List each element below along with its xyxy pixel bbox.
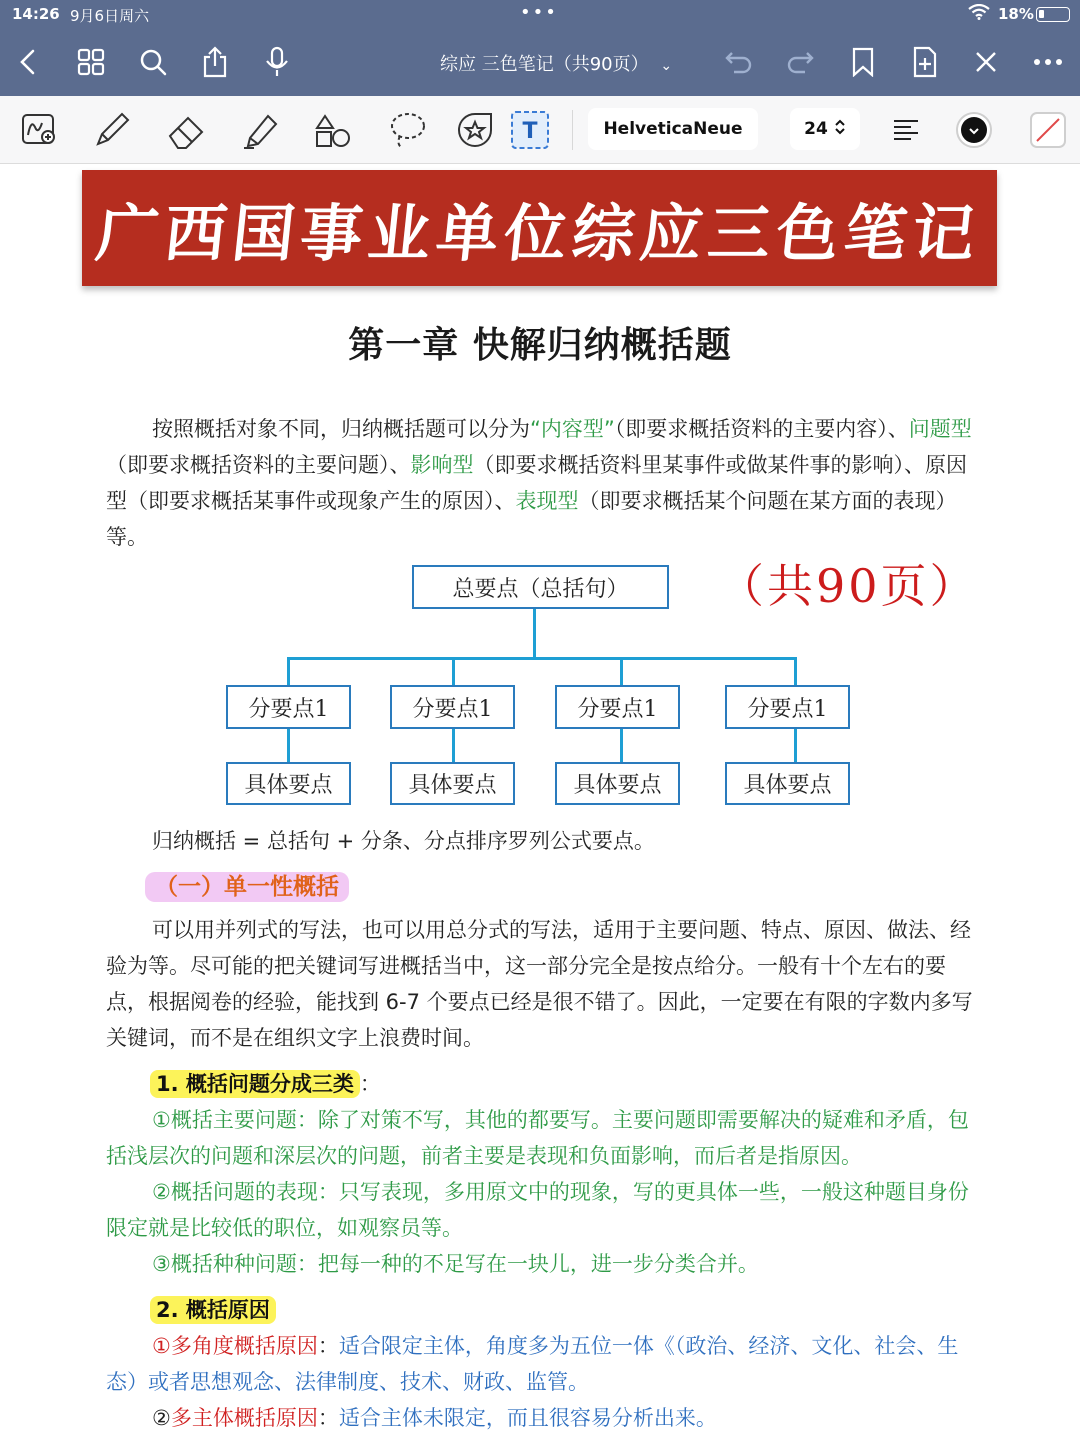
item2-point-b-number: ② <box>152 1406 171 1430</box>
item2-heading-text: 2. 概括原因 <box>150 1296 276 1324</box>
connector-line <box>620 657 623 685</box>
intro-text-5: （即要求概括某个问题在某方面的表现）等。 <box>106 489 957 549</box>
item1-heading <box>150 1066 550 1102</box>
formula-text: 归纳概括 = 总括句 + 分条、分点排序罗列公式要点。 <box>152 829 655 853</box>
font-size-stepper[interactable] <box>790 108 860 150</box>
undo-icon[interactable] <box>721 44 757 80</box>
item2-point-a-body: 适合限定主体，角度多为五位一体《（政治、经济、文化、社会、生态）或者思想观念、法律制度、技术、财政、监管。 <box>106 1334 959 1394</box>
item2-point-a-colon: ： <box>317 1334 339 1358</box>
intro-term-problem: 问题型 <box>908 417 972 441</box>
align-icon[interactable] <box>886 110 926 150</box>
intro-text-1: 按照概括对象不同，归纳概括题可以分为 <box>152 417 530 441</box>
sticker-icon[interactable] <box>455 110 495 150</box>
handwriting-icon[interactable] <box>20 110 60 150</box>
connector-line <box>620 728 623 762</box>
pen-icon[interactable] <box>92 110 132 150</box>
multitask-dots-icon[interactable]: ••• <box>520 2 558 23</box>
battery-icon <box>1036 7 1070 22</box>
grid-icon[interactable] <box>73 44 109 80</box>
section-heading-text: （一）单一性概括 <box>145 872 349 902</box>
battery-percent: 18% <box>998 5 1034 23</box>
font-size-value: 24 <box>804 119 828 139</box>
back-icon[interactable] <box>10 44 46 80</box>
color-icon[interactable] <box>954 110 994 150</box>
section-heading <box>145 869 545 905</box>
font-family-selector[interactable]: HelveticaNeue <box>588 108 758 150</box>
intro-term-content: “内容型” <box>530 417 615 441</box>
intro-paragraph <box>106 411 976 555</box>
status-date: 9月6日周六 <box>70 7 150 25</box>
no-fill-icon[interactable] <box>1028 110 1068 150</box>
diagram-leaf-node: 具体要点 <box>226 762 351 805</box>
redo-icon[interactable] <box>782 44 818 80</box>
status-time: 14:26 <box>12 5 60 23</box>
mic-icon[interactable] <box>259 44 295 80</box>
connector-line <box>794 657 797 685</box>
intro-text-2: （即要求概括资料的主要内容）、 <box>614 417 909 441</box>
lasso-icon[interactable] <box>388 110 428 150</box>
connector-line <box>452 657 455 685</box>
title-banner <box>82 170 997 286</box>
chapter-title: 第一章 快解归纳概括题 <box>348 325 732 366</box>
status-bar <box>0 0 1080 28</box>
item2-point-b-title: 多主体概括原因 <box>170 1406 318 1430</box>
document-title[interactable] <box>440 50 672 76</box>
search-icon[interactable] <box>135 44 171 80</box>
item2-heading <box>150 1292 550 1328</box>
item2-point-b-body: 适合主体未限定，而且很容易分析出来。 <box>338 1406 717 1430</box>
item1-point-c: ③概括种种问题：把每一种的不足写在一块儿，进一步分类合并。 <box>152 1252 759 1276</box>
intro-term-manifestation: 表现型 <box>515 489 579 513</box>
diagram-branch-node: 分要点1 <box>555 685 680 729</box>
connector-line <box>533 608 536 658</box>
item1-heading-text: 1. 概括问题分成三类 <box>150 1070 360 1098</box>
diagram-branch-node: 分要点1 <box>226 685 351 729</box>
intro-text-3: （即要求概括资料的主要问题）、 <box>106 453 411 477</box>
more-icon[interactable] <box>1030 44 1066 80</box>
banner-title: 广西国事业单位综应三色笔记 <box>93 196 985 270</box>
wifi-icon <box>968 4 990 24</box>
handwritten-page-count: （共90页） <box>718 559 979 613</box>
diagram-branch-node: 分要点1 <box>390 685 515 729</box>
toolbar-divider <box>572 110 573 150</box>
close-icon[interactable] <box>968 44 1004 80</box>
item2-point-a-title: ①多角度概括原因 <box>152 1334 318 1358</box>
item2-point-b-colon: ： <box>317 1406 339 1430</box>
section-body: 可以用并列式的写法，也可以用总分式的写法，适用于主要问题、特点、原因、做法、经验为等。尽可能的把关键词写进概括当中，这一部分完全是按点给分。一般有十个左右的要点，根据阅卷的经验，能找到 6-7 个要点已经是很不错了。因此，一定要在有限的字数内多写关键词，而不是在组织文字上浪费时间。 <box>106 918 973 1050</box>
item1-heading-colon: ： <box>359 1072 381 1096</box>
shapes-icon[interactable] <box>313 110 353 150</box>
connector-line <box>452 728 455 762</box>
eraser-icon[interactable] <box>166 110 206 150</box>
drawing-toolbar <box>0 96 1080 164</box>
chevron-down-icon: ⌄ <box>660 58 673 74</box>
connector-line <box>287 728 290 762</box>
item1-point-b: ②概括问题的表现：只写表现，多用原文中的现象，写的更具体一些，一般这种题目身份限定就是比较低的职位，如观察员等。 <box>106 1180 969 1240</box>
diagram-leaf-node: 具体要点 <box>555 762 680 805</box>
diagram-leaf-node: 具体要点 <box>725 762 850 805</box>
item2-point-b <box>106 1400 976 1436</box>
item1-point-a: ①概括主要问题：除了对策不写，其他的都要写。主要问题即需要解决的疑难和矛盾，包括浅层次的问题和深层次的问题，前者主要是表现和负面影响，而后者是指原因。 <box>106 1108 969 1168</box>
stepper-chevron-icon <box>834 118 846 141</box>
document-page[interactable] <box>0 165 1080 1443</box>
connector-line <box>287 657 290 685</box>
connector-line <box>287 657 797 660</box>
connector-line <box>794 728 797 762</box>
diagram-root-node: 总要点（总括句） <box>412 565 669 609</box>
text-tool-icon[interactable] <box>508 110 552 150</box>
item2-point-a <box>106 1328 976 1400</box>
diagram-branch-node: 分要点1 <box>725 685 850 729</box>
add-page-icon[interactable] <box>907 44 943 80</box>
diagram-leaf-node: 具体要点 <box>390 762 515 805</box>
document-title-text: 综应 三色笔记（共90页） <box>440 54 649 75</box>
svg-text:T: T <box>522 119 538 144</box>
intro-text-4: （即要求概括资料里某事件或做某件事的影响）、原因型（即要求概括某事件或现象产生的原因）、 <box>106 453 967 513</box>
highlighter-icon[interactable] <box>240 110 280 150</box>
document-nav-bar <box>0 28 1080 96</box>
intro-term-impact: 影响型 <box>410 453 474 477</box>
share-icon[interactable] <box>197 44 233 80</box>
bookmark-icon[interactable] <box>845 44 881 80</box>
